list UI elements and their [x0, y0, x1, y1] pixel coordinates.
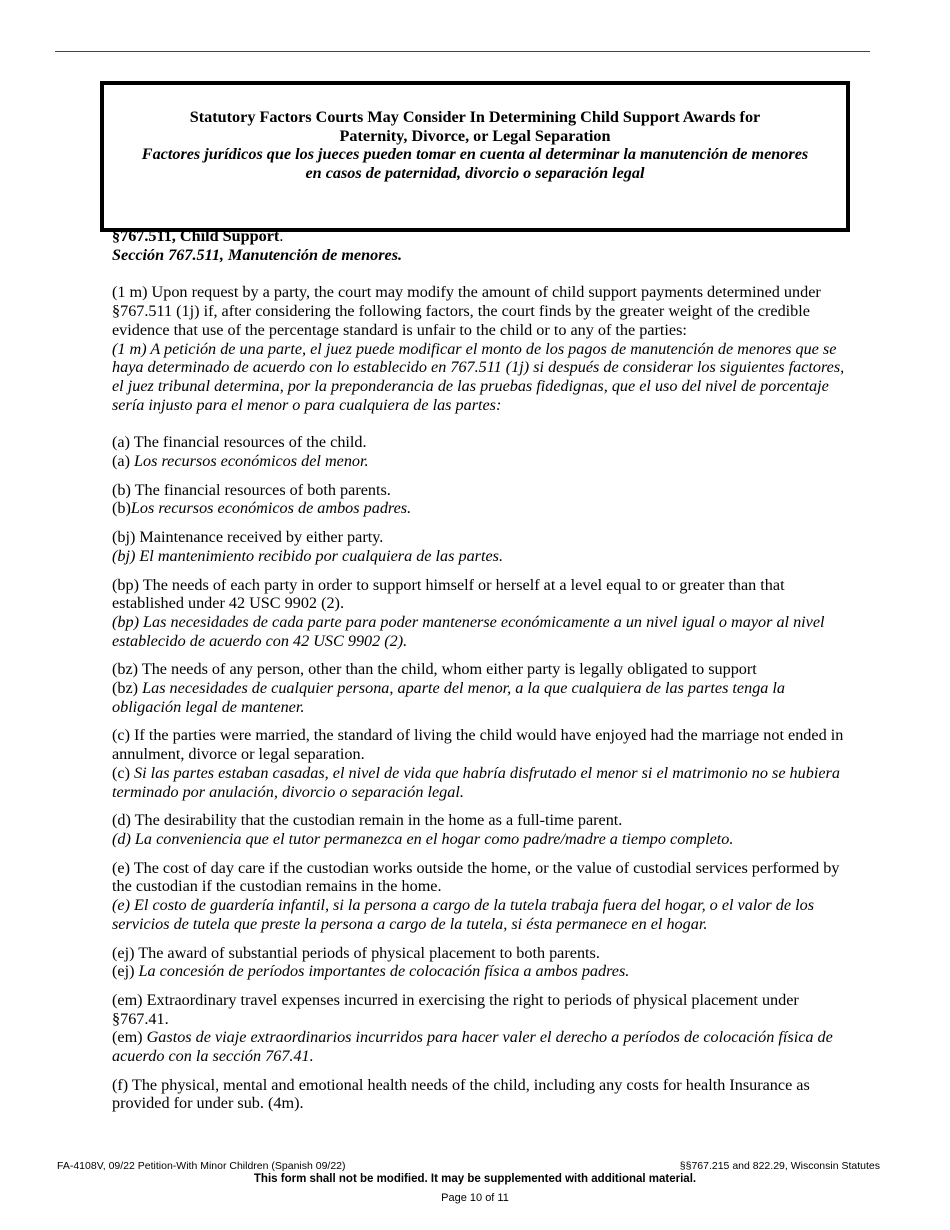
paragraph-en: (f) The physical, mental and emotional health needs of the child, including any costs for health Insurance as provided for under sub. (4m).: [112, 1075, 810, 1113]
title-en-line1: Statutory Factors Courts May Consider In Determining Child Support Awards for: [189, 108, 761, 126]
section-heading-es: Sección 767.511, Manutención de menores.: [112, 245, 403, 264]
paragraph-es: (1 m) A petición de una parte, el juez puede modificar el monto de los pagos de manutención de menores que se haya determinado de acuerdo con lo establecido en 767.511 (1j) si después de considerar los siguientes factores, el juez tribunal determina, por la preponderancia de las pruebas fidedignas, que el uso del nivel de porcentaje sería injusto para el menor o para cualquiera de las partes:: [112, 339, 845, 414]
footer-statutes: §§767.215 and 822.29, Wisconsin Statutes: [679, 1160, 880, 1172]
paragraph-en: (d) The desirability that the custodian remain in the home as a full-time parent.: [112, 811, 623, 830]
paragraph-es-prefix: (em): [112, 1028, 147, 1047]
section-heading-en: §767.511, Child Support: [112, 227, 280, 245]
paragraph-es: (e) El costo de guardería infantil, si la persona a cargo de la tutela trabaja fuera del hogar, o el valor de los servicios de tutela que preste la persona a cargo de la tutela, si ésta permanece en el hogar.: [112, 896, 814, 933]
paragraph-d: [112, 811, 852, 848]
paragraph-es-prefix: (ej): [112, 962, 139, 981]
paragraph-es-prefix: (a): [112, 452, 135, 471]
paragraph-e: [112, 859, 852, 934]
paragraph-es: Los recursos económicos del menor.: [134, 452, 369, 471]
title-es-line1: Factores jurídicos que los jueces pueden tomar en cuenta al determinar la manutención de menores: [141, 145, 809, 164]
paragraph-es: Las necesidades de cualquier persona, aparte del menor, a la que cualquiera de las partes tenga la obligación legal de mantener.: [112, 679, 786, 716]
paragraph-es: (bp) Las necesidades de cada parte para poder mantenerse económicamente a un nivel igual o mayor al nivel establecido de acuerdo con 42 USC 9902 (2).: [112, 612, 825, 650]
paragraph-en: (b) The financial resources of both parents.: [112, 480, 391, 499]
paragraph-en: (ej) The award of substantial periods of physical placement to both parents.: [112, 943, 600, 962]
paragraph-en: (c) If the parties were married, the standard of living the child would have enjoyed had the marriage not ended in annulment, divorce or legal separation.: [112, 726, 844, 764]
paragraph-es: Si las partes estaban casadas, el nivel de vida que habría disfrutado el menor si el matrimonio no se hubiera terminado por anulación, divorcio o separación legal.: [112, 763, 840, 801]
title-en-line2: Paternity, Divorce, or Legal Separation: [339, 126, 611, 145]
document-body: [112, 227, 852, 1123]
paragraph-ej: [112, 944, 852, 981]
paragraph-bz: [112, 660, 852, 716]
paragraph-es: La concesión de períodos importantes de colocación física a ambos padres.: [138, 962, 630, 981]
paragraph-en: (em) Extraordinary travel expenses incurred in exercising the right to periods of physical placement under §767.41.: [112, 990, 799, 1028]
paragraph-en: (1 m) Upon request by a party, the court may modify the amount of child support payments determined under §767.511 (1j) if, after considering the following factors, the court finds by the greater weight of the credible evidence that use of the percentage standard is unfair to the child or to any of the parties:: [112, 283, 821, 339]
title-es-line2: en casos de paternidad, divorcio o separación legal: [305, 163, 645, 182]
section-heading: [112, 227, 852, 264]
paragraph-es: (bj) El mantenimiento recibido por cualquiera de las partes.: [112, 546, 503, 565]
paragraph-en: (a) The financial resources of the child.: [112, 433, 367, 452]
paragraph-en: (bp) The needs of each party in order to support himself or herself at a level equal to or greater than that established under 42 USC 9902 (2).: [112, 575, 785, 613]
paragraph-1m: [112, 283, 852, 414]
section-heading-period: .: [279, 227, 284, 245]
paragraph-em: [112, 991, 852, 1066]
paragraph-es-prefix: (b): [112, 499, 131, 518]
paragraph-bj: [112, 528, 852, 565]
paragraph-f: [112, 1076, 852, 1113]
paragraph-c: [112, 726, 852, 801]
paragraph-es-prefix: (c): [112, 763, 135, 782]
paragraph-es: (d) La conveniencia que el tutor permanezca en el hogar como padre/madre a tiempo completo.: [112, 829, 734, 848]
paragraph-b: [112, 481, 852, 518]
paragraph-es-prefix: (bz): [112, 679, 143, 698]
paragraph-en: (bz) The needs of any person, other than the child, whom either party is legally obligated to support: [112, 660, 757, 679]
paragraph-es: Los recursos económicos de ambos padres.: [130, 499, 412, 518]
footer-form-id: FA-4108V, 09/22 Petition-With Minor Children (Spanish 09/22): [57, 1160, 346, 1172]
paragraph-a: [112, 433, 852, 470]
page-number: Page 10 of 11: [441, 1192, 509, 1204]
paragraph-bp: [112, 576, 852, 651]
title-box: [100, 81, 850, 232]
paragraph-en: (e) The cost of day care if the custodian works outside the home, or the value of custodial services performed by the custodian if the custodian remains in the home.: [112, 858, 840, 896]
top-rule: [55, 51, 870, 52]
paragraph-es: Gastos de viaje extraordinarios incurridos para hacer valer el derecho a períodos de colocación física de acuerdo con la sección 767.41.: [112, 1028, 833, 1066]
footer-notice: This form shall not be modified. It may be supplemented with additional material.: [253, 1173, 697, 1185]
paragraph-en: (bj) Maintenance received by either party.: [112, 528, 384, 547]
